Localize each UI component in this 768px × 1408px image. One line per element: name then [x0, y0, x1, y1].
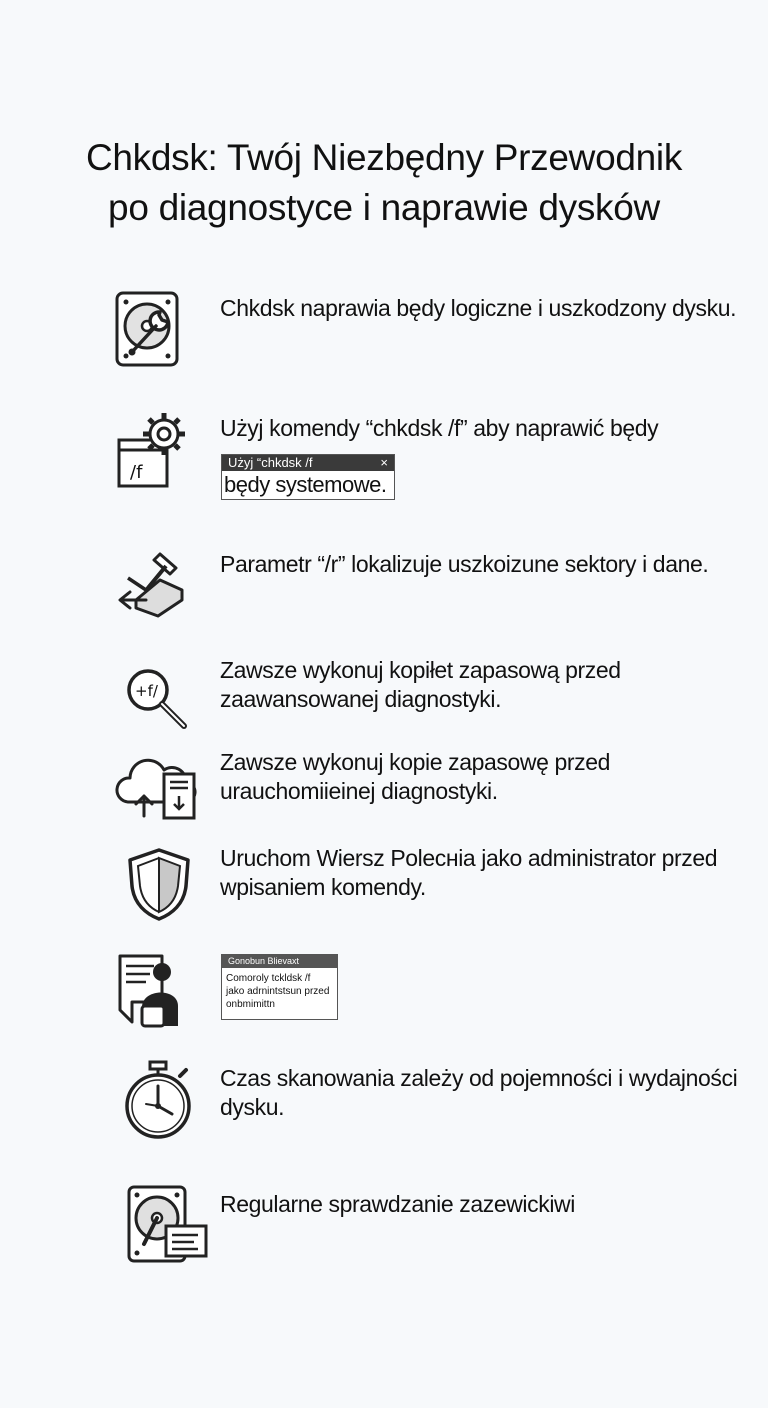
cloud-backup-icon — [114, 752, 198, 822]
window-titlebar — [222, 455, 394, 471]
command-window — [221, 454, 395, 500]
hard-drive-wrench-icon — [114, 290, 180, 368]
admin-user-icon — [116, 950, 182, 1028]
window-body — [222, 968, 337, 1019]
item-text: Czas skanowania zależy od pojemności i wydajności dysku. — [220, 1065, 738, 1120]
svg-text:/f: /f — [130, 462, 143, 483]
admin-window — [221, 954, 338, 1020]
item-text: Użyj komendy “chkdsk /f” aby naprawić będy — [220, 415, 659, 441]
magnifier-icon — [124, 666, 190, 732]
item-text: Chkdsk naprawia będy logiczne i uszkodzony dysku. — [220, 295, 737, 321]
item-text: Regularne sprawdzanie zazewickiwi — [220, 1191, 575, 1217]
item-text: Uruchom Wiersz Polecнia jako administrator przed wpisaniem komendy. — [220, 845, 718, 900]
stopwatch-icon — [122, 1060, 194, 1140]
window-line: Comoroly tckldsk /f — [226, 973, 311, 984]
window-title: Gonobun Blievaxt — [228, 956, 300, 966]
hard-drive-document-icon — [126, 1184, 210, 1264]
page-title — [0, 133, 768, 233]
item-text: Parametr “/r” lokalizuje uszkoizune sektory i dane. — [220, 551, 709, 577]
svg-text:+f/: +f/ — [135, 682, 158, 700]
close-icon[interactable]: × — [380, 455, 388, 470]
item-text: Zawsze wykonuj kopie zapasowę przed urauchomiieinej diagnostyki. — [220, 749, 610, 804]
disk-hammer-icon — [116, 546, 188, 618]
window-titlebar — [222, 955, 337, 968]
item-text: Zawsze wykonuj kopiłet zapasową przed zaawansowanej diagnostyki. — [220, 657, 621, 712]
shield-icon — [126, 846, 192, 922]
title-line-1: Chkdsk: Twój Niezbędny Przewodnik — [85, 136, 683, 178]
window-body: będy systemowe. — [224, 472, 387, 497]
title-line-2: po diagnostyce i naprawie dysków — [108, 186, 660, 228]
terminal-gear-icon — [116, 410, 188, 490]
window-line: jako adrnintstsun przed — [226, 986, 330, 997]
window-line: onbmimittn — [226, 999, 275, 1010]
window-title: Użyj “chkdsk /f — [228, 455, 313, 470]
